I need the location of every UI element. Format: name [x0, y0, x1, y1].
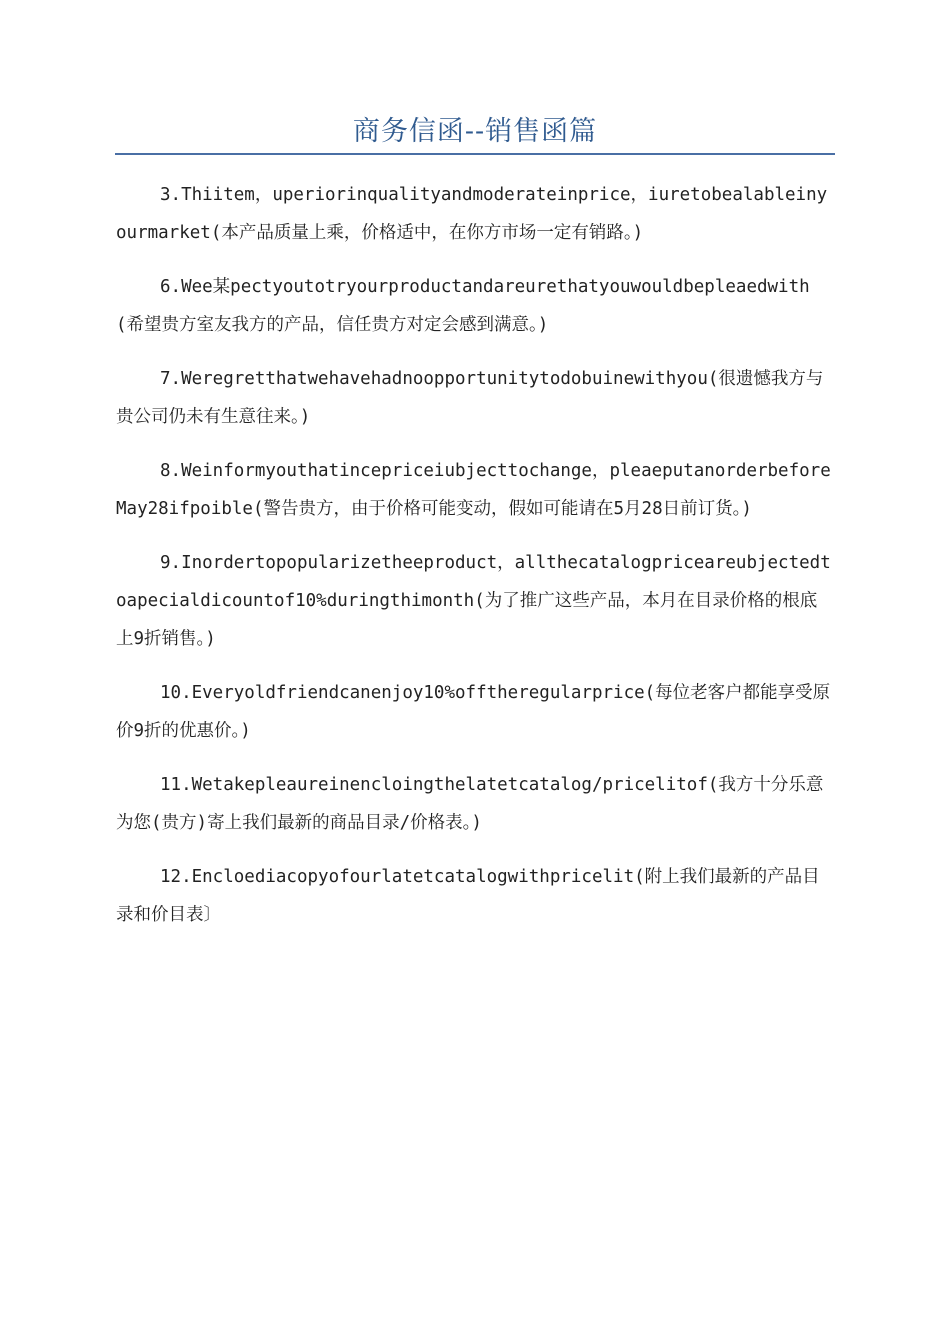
page-title: 商务信函--销售函篇 [352, 116, 598, 147]
paragraph-item-3: 3.Thiitem，uperiorinqualityandmoderateinprice，iuretobealableinyourmarket(本产品质量上乘，价格适中，在你方市场一定有销路。) [116, 185, 828, 243]
title-underline [115, 153, 835, 155]
paragraph-item-11: 11.Wetakepleaureinencloingthelatetcatalog/pricelitof(我方十分乐意为您(贵方)寄上我们最新的商品目录/价格表。) [116, 775, 824, 833]
paragraph-item-7: 7.Weregretthatwehavehadnoopportunitytodobuinewithyou(很遗憾我方与贵公司仍未有生意往来。) [116, 369, 824, 427]
paragraph-item-8: 8.Weinformyouthatincepriceiubjecttochange，pleaeputanorderbeforeMay28ifpoible(警告贵方，由于价格可能变动，假如可能请在5月28日前订货。) [116, 461, 831, 519]
paragraph-item-6: 6.Wee某pectyoutotryourproductandareurethatyouwouldbepleaedwith(希望贵方室友我方的产品，信任贵方对定会感到满意。) [116, 277, 810, 335]
paragraph-item-12: 12.Encloediacopyofourlatetcatalogwithpricelit(附上我们最新的产品目录和价目表〕 [116, 867, 820, 925]
document-body [116, 176, 832, 950]
paragraph-item-9: 9.Inordertopopularizetheeproduct，allthecatalogpriceareubjectedtoapecialdicountof10%duringthimonth(为了推广这些产品，本月在目录价格的根底上9折销售。) [116, 553, 831, 649]
paragraph-item-10: 10.Everyoldfriendcanenjoy10%offtheregularprice(每位老客户都能享受原价9折的优惠价。) [116, 683, 831, 741]
